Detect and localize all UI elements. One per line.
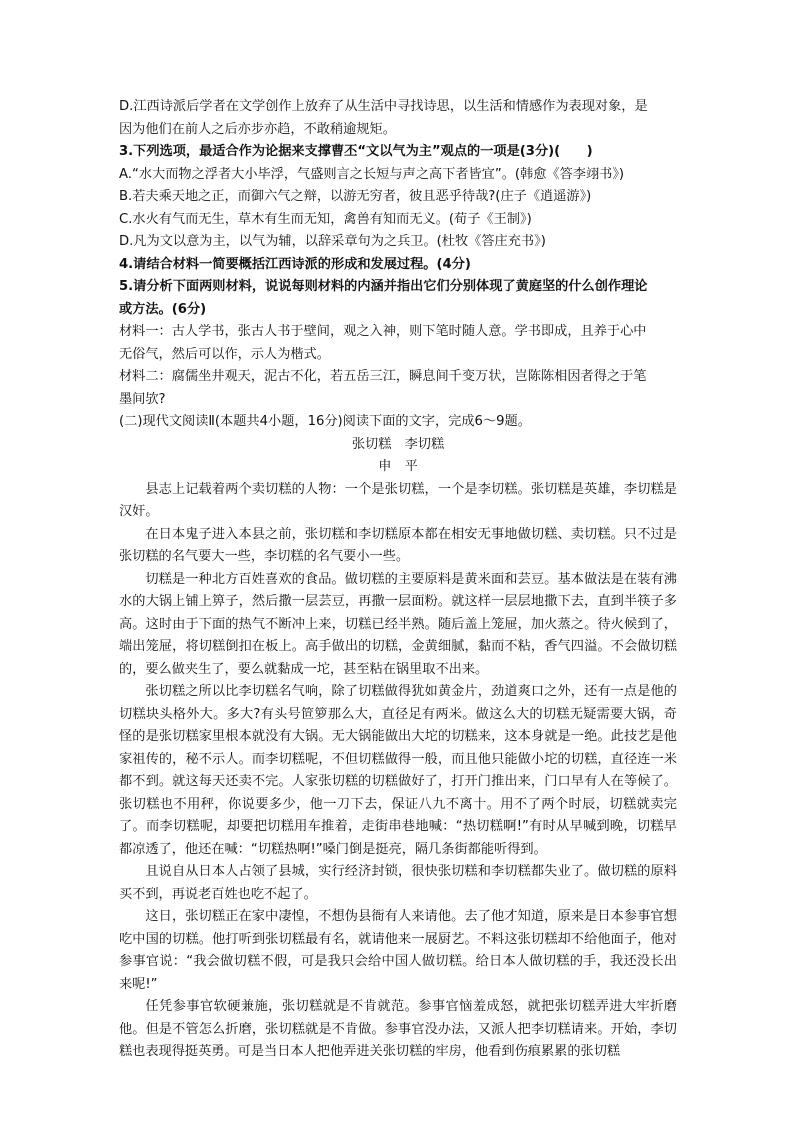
q3-option-a: A.“水大而物之浮者大小毕浮，气盛则言之长短与声之高下者皆宜”。(韩愈《答李翊书》) xyxy=(119,166,625,182)
section2-heading: (二)现代文阅读Ⅱ(本题共4小题，16分)阅读下面的文字，完成6～9题。 xyxy=(119,414,531,429)
material2-line-1: 材料二：腐儒坐井观天，泥古不化，若五岳三江，瞬息间千变万状，岂陈陈相因者得之于笔 xyxy=(119,369,647,384)
q5-question-line-2: 或方法。(6分) xyxy=(119,301,207,317)
q2-option-d-line-2: 因为他们在前人之后亦步亦趋，不敢稍逾规矩。 xyxy=(119,121,396,137)
story-title: 张切糕 李切糕 xyxy=(351,436,445,452)
q3-option-c: C.水火有气而无生，草木有生而无知，禽兽有知而无义。(荀子《王制》) xyxy=(119,211,532,227)
material2-line-2: 墨间欤? xyxy=(119,391,166,407)
material1-line-1: 材料一：古人学书，张古人书于壁间，观之入神，则下笔时随人意。学书即成，且养于心中 xyxy=(119,324,647,339)
document-page xyxy=(119,96,677,1064)
q3-stem: 3.下列选项，最适合作为论据来支撑曹丕“文以气为主”观点的一项是(3分)( ) xyxy=(119,144,593,159)
q3-option-b: B.若夫乘天地之正，而御六气之辩，以游无穷者，彼且恶乎待哉?(庄子《逍遥游》) xyxy=(119,189,592,204)
q4-question: 4.请结合材料一简要概括江西诗派的形成和发展过程。(4分) xyxy=(119,256,471,272)
story-paragraph: 切糕是一种北方百姓喜欢的食品。做切糕的主要原料是黄米面和芸豆。基本做法是在装有沸水的大锅上铺上箅子，然后撒一层芸豆，再撒一层面粉。就这样一层层地撒下去，直到半筷子多高。这时由于下面的热气不断冲上来，切糕已经半熟。随后盖上笼屉，加火蒸之。待火候到了，端出笼屉，将切糕倒扣在板上。高手做出的切糕，金黄细腻，黏而不粘，香气四溢。不会做切糕的，要么做夹生了，要么就黏成一坨，甚至粘在锅里取不出来。 xyxy=(119,571,677,677)
story-paragraph: 张切糕之所以比李切糕名气响，除了切糕做得犹如黄金片，劲道爽口之外，还有一点是他的切糕块头格外大。多大?有头号笸箩那么大，直径足有两米。做这么大的切糕无疑需要大锅，奇怪的是张切糕家里根本就没有大锅。无大锅能做出大坨的切糕来，这本身就是一绝。此技艺是他家祖传的，秘不示人。而李切糕呢，不但切糕做得一般，而且他只能做小坨的切糕，直径连一米都不到。就这每天还卖不完。人家张切糕的切糕做好了，打开门推出来，门口早有人在等候了。张切糕也不用秤，你说要多少，他一刀下去，保证八九不离十。用不了两个时辰，切糕就卖完了。而李切糕呢，却要把切糕用车推着，走街串巷地喊：“热切糕啊!”有时从早喊到晚，切糕早都凉透了，他还在喊：“切糕热啊!”嗓门倒是挺亮，隔几条街都能听得到。 xyxy=(119,684,677,857)
story-paragraph: 在日本鬼子进入本县之前，张切糕和李切糕原本都在相安无事地做切糕、卖切糕。只不过是张切糕的名气要大一些，李切糕的名气要小一些。 xyxy=(119,526,677,564)
material1-line-2: 无俗气，然后可以作，示人为楷式。 xyxy=(119,346,330,362)
story-paragraph: 县志上记载着两个卖切糕的人物：一个是张切糕，一个是李切糕。张切糕是英雄，李切糕是汉奸。 xyxy=(119,481,677,519)
q2-option-d-line-1: D.江西诗派后学者在文学创作上放弃了从生活中寻找诗思，以生活和情感作为表现对象，是 xyxy=(119,99,648,114)
q5-question-line-1: 5.请分析下面两则材料，说说每则材料的内涵并指出它们分别体现了黄庭坚的什么创作理论 xyxy=(119,279,648,294)
story-paragraph: 这日，张切糕正在家中凄惶，不想伪县衙有人来请他。去了他才知道，原来是日本参事官想吃中国的切糕。他打听到张切糕最有名，就请他来一展厨艺。不料这张切糕却不给他面子，他对参事官说：“我会做切糕不假，可是我只会给中国人做切糕。给日本人做切糕的手，我还没长出来呢!” xyxy=(119,909,677,992)
q3-option-d: D.凡为文以意为主，以气为辅，以辞采章句为之兵卫。(杜牧《答庄充书》) xyxy=(119,234,546,249)
story-paragraph: 且说自从日本人占领了县城，实行经济封锁，很快张切糕和李切糕都失业了。做切糕的原料买不到，再说老百姓也吃不起了。 xyxy=(119,864,677,902)
story-paragraph: 任凭参事官软硬兼施，张切糕就是不肯就范。参事官恼羞成怒，就把张切糕弄进大牢折磨他。但是不管怎么折磨，张切糕就是不肯做。参事官没办法，又派人把李切糕请来。开始，李切糕也表现得挺英勇。可是当日本人把他弄进关张切糕的牢房，他看到伤痕累累的张切糕 xyxy=(119,999,677,1059)
story-author: 申 平 xyxy=(378,459,418,474)
